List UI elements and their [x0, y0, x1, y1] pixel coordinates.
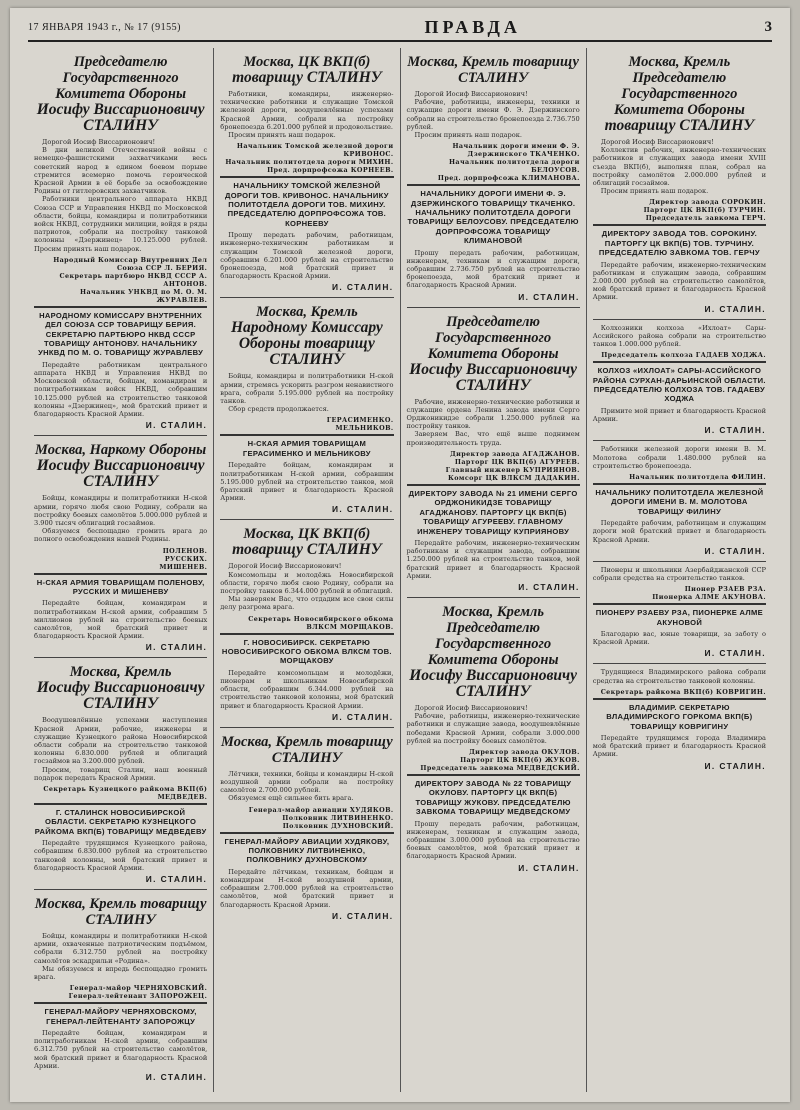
reply-body: [220, 868, 393, 909]
paragraph: Дорогой Иосиф Виссарионович!: [600, 138, 714, 146]
signatory: Парторг ЦК ВКП(б) АГУРЕЕВ.: [454, 457, 580, 466]
reply-heading: ДИРЕКТОРУ ЗАВОДА № 21 ИМЕНИ СЕРГО ОРДЖОНИКИДЗЕ ТОВАРИЩУ АГАДЖАНОВУ. ПАРТОРГУ ЦК ВКП(Б) ТОВАРИЩУ АГУРЕЕВУ. ГЛАВНОМУ ИНЖЕНЕРУ ТОВАРИЩУ КУПРИЯНОВУ: [408, 488, 578, 536]
reply-heading: ВЛАДИМИР. СЕКРЕТАРЮ ВЛАДИМИРСКОГО ГОРКОМА ВКП(Б) ТОВАРИЩУ КОВРИГИНУ: [606, 702, 753, 731]
letter-body: [220, 770, 393, 803]
divider: [220, 832, 393, 834]
letter-body: [220, 562, 393, 611]
paragraph: Дорогой Иосиф Виссарионович!: [42, 138, 156, 146]
paragraph: Передайте бойцам, командирам и политработникам Н-ской армии, собравшим 5.195.000 рублей на строительство танков, мой братский привет и благодарность Красной Армии.: [220, 461, 394, 503]
greeting-heading: [220, 304, 393, 368]
signatory: Начальник политотдела дороги БЕЛОУСОВ.: [448, 158, 580, 175]
reply-signature: И. СТАЛИН.: [331, 711, 394, 722]
signatories: [34, 547, 207, 571]
divider: [593, 603, 766, 605]
reply-body: [593, 734, 766, 759]
paragraph: Рабочие, работницы, инженеры, техники и служащие дороги имени Ф. Э. Дзержинского собрали на строительство бронепоезда 2.736.750 рублей.: [406, 98, 580, 131]
letter-body: [34, 716, 207, 782]
greeting-line: Москва, Наркому Обороны: [35, 442, 207, 459]
reply-signature: И. СТАЛИН.: [518, 291, 580, 302]
reply-signature: И. СТАЛИН.: [704, 425, 766, 436]
paragraph: Просим принять наш подарок.: [414, 131, 522, 140]
reply-body: [407, 539, 580, 580]
greeting-name: Иосифу Виссарионовичу СТАЛИНУ: [409, 666, 578, 700]
signatory: Генерал-лейтенант ЗАПОРОЖЕЦ.: [68, 992, 208, 1001]
signatory: Главный инженер КУПРИЯНОВ.: [445, 465, 580, 474]
reply-signature: И. СТАЛИН.: [704, 760, 766, 771]
reply-signature: И. СТАЛИН.: [518, 581, 580, 592]
paragraph: Передайте рабочим, инженерно-техническим работникам и служащим завода, собравшим 2.000.000 рублей на строительство самолётов, мой братский привет и благодарность Красной Армии.: [592, 260, 766, 302]
reply-heading: КОЛХОЗ «ИХЛОАТ» САРЫ-АССИЙСКОГО РАЙОНА СУРХАН-ДАРЬИНСКОЙ ОБЛАСТИ. ПРЕДСЕДАТЕЛЮ КОЛХОЗА ТОВ. ГАДАЕВУ ХОДЖА: [592, 366, 766, 404]
paragraph: Заверяем Вас, что ещё выше поднимем производительность труда.: [406, 430, 580, 447]
article: [220, 728, 393, 926]
paragraph: Рабочие, инженерно-технические работники и служащие ордена Ленина завода имени Серго Орджоникидзе собрали 1.250.000 рублей на постройку танков.: [406, 397, 580, 431]
paragraph: Обязуемся беспощадно громить врага до полного освобождения нашей Родины.: [34, 527, 208, 544]
signatories: [220, 142, 393, 174]
reply-heading: Г. НОВОСИБИРСК. СЕКРЕТАРЮ НОВОСИБИРСКОГО ОБКОМА ВЛКСМ ТОВ. МОРЩАКОВУ: [221, 637, 392, 666]
greeting-line: Москва, Кремль товарищу СТАЛИНУ: [34, 896, 207, 928]
columns: [28, 48, 772, 1092]
greeting-line: Председателю Государственного Комитета Обороны: [55, 54, 187, 102]
greeting-name: товарищу СТАЛИНУ: [232, 541, 382, 559]
signatories: [407, 450, 580, 482]
paragraph: Передайте рабочим, работницам и служащим дороги мой братский привет и благодарность Красной Армии.: [592, 519, 766, 544]
reply-body: [34, 361, 207, 418]
paragraph: Передайте бойцам, командирам и политработникам Н-ской армии, собравшим 6.312.750 рублей на строительство самолётов, мой братский привет и благодарность Красной Армии.: [34, 1029, 208, 1070]
article: [220, 520, 393, 727]
divider: [220, 434, 393, 436]
divider: [34, 1002, 207, 1004]
paragraph: Коллектив рабочих, инженерно-технических работников и служащих завода имени XVIII съезда ВКП(б), выполняя план, собрал на постройку самолётов 2.000.000 рублей и облигаций госзаймов.: [592, 146, 766, 188]
signatory: Парторг ЦК ВКП(б) ТУРЧИН.: [643, 206, 766, 215]
greeting-name: товарищу СТАЛИНУ: [232, 69, 382, 86]
divider: [34, 803, 207, 805]
letter-body: [34, 138, 207, 253]
signatory: Начальник политотдела дороги МИХИН.: [225, 158, 394, 167]
signatory: Секретарь райкома ВКП(б) КОВРИГИН.: [600, 687, 766, 696]
newspaper-title: ПРАВДА: [424, 16, 521, 37]
paragraph: Рабочие, работницы, инженерно-технические работники и служащие завода, воодушевлённые победами Красной Армии, собрали 3.000.000 рублей на постройку боевых самолётов.: [406, 712, 580, 745]
signatories: [593, 688, 766, 696]
reply-signature: И. СТАЛИН.: [145, 420, 208, 431]
paragraph: Бойцы, командиры и политработники Н-ской армии, горячо любя свою Родину, собрали на постройку боевых самолётов 5.000.000 рублей и 3.900 тысяч облигаций госзаймов.: [34, 494, 208, 527]
paragraph: Бойцы, командиры и политработники Н-ской армии, охваченные патриотическим подъёмом, собрали 6.312.750 рублей на постройку самолётов эскадрильи «Родина».: [34, 932, 208, 965]
greeting-line: Председателю Государственного Комитета Обороны: [427, 313, 559, 362]
signatory: Секретарь Новосибирского обкома ВЛКСМ МОРЩАКОВ.: [248, 614, 394, 631]
paragraph: Прошу передать рабочим, работницам, инженерно-техническим работникам и служащим Томской железной дороги, собравшим 6.201.000 рублей на строительство бронепоезда, мой братский привет и благодарность Красной Армии.: [220, 231, 394, 281]
reply-heading: Н-СКАЯ АРМИЯ ТОВАРИЩАМ ПОЛЕНОВУ, РУССКИХ И МИШЕНЕВУ: [36, 577, 205, 596]
greeting-heading: [34, 54, 207, 134]
greeting-name: Иосифу Виссарионовичу СТАЛИНУ: [36, 101, 205, 134]
letter-body: [220, 372, 393, 413]
reply-heading: НАЧАЛЬНИКУ ПОЛИТОТДЕЛА ЖЕЛЕЗНОЙ ДОРОГИ ИМЕНИ В. М. МОЛОТОВА ТОВАРИЩУ ФИЛИНУ: [595, 487, 764, 516]
reply-body: [220, 669, 393, 710]
greeting-heading: [407, 604, 580, 700]
signatory: Пионер РЗАЕВ РЗА.: [684, 585, 766, 594]
signatory: ПОЛЕНОВ.: [162, 546, 208, 555]
greeting-name: Иосифу Виссарионовичу СТАЛИНУ: [36, 679, 205, 713]
reply-signature: И. СТАЛИН.: [704, 545, 766, 556]
paragraph: Передайте рабочим, инженерно-техническим работникам и служащим завода, собравшим 1.250.000 рублей на строительство танков, мой братский привет и благодарность Красной Армии.: [406, 538, 580, 580]
signatory: Парторг ЦК ВКП(б) ЖУКОВ.: [460, 755, 580, 764]
signatory: ГЕРАСИМЕНКО.: [326, 416, 394, 425]
reply-body: [34, 1029, 207, 1070]
letter-body: [220, 90, 393, 139]
reply-heading: НАРОДНОМУ КОМИССАРУ ВНУТРЕННИХ ДЕЛ СОЮЗА ССР ТОВАРИЩУ БЕРИЯ. СЕКРЕТАРЮ ПАРТБЮРО НКВД СССР ТОВАРИЩУ АНТОНОВУ. НАЧАЛЬНИКУ УНКВД ПО М. О. ТОВАРИЩУ ЖУРАВЛЕВУ: [38, 310, 204, 358]
article: [593, 664, 766, 775]
reply-signature: И. СТАЛИН.: [145, 1072, 208, 1083]
greeting-line: Москва, Кремль Председателю Государственного Комитета Обороны: [427, 603, 559, 668]
paragraph: Прошу передать рабочим, работницам, инженерам, техникам и служащим дороги, собравшим 2.736.750 рублей на строительство бронепоезда, мой братский привет и благодарность Красной Армии.: [406, 248, 580, 290]
reply-heading: ГЕНЕРАЛ-МАЙОРУ АВИАЦИИ ХУДЯКОВУ, ПОЛКОВНИКУ ЛИТВИНЕНКО, ПОЛКОВНИКУ ДУХНОВСКОМУ: [224, 836, 390, 865]
paragraph: Мы обязуемся и впредь беспощадно громить врага.: [34, 964, 208, 982]
article: [593, 562, 766, 665]
reply-body: [593, 261, 766, 302]
paragraph: Просим принять наш подарок.: [228, 131, 336, 140]
reply-heading: ГЕНЕРАЛ-МАЙОРУ ЧЕРНЯХОВСКОМУ, ГЕНЕРАЛ-ЛЕЙТЕНАНТУ ЗАПОРОЖЦУ: [44, 1007, 197, 1026]
paragraph: Дорогой Иосиф Виссарионович!: [228, 562, 342, 571]
paragraph: Передайте бойцам, командирам и политработникам Н-ской армии, собравшим 5 миллионов рублей на строительство боевых самолётов, мой братский привет и благодарность Красной Армии.: [34, 599, 208, 641]
divider: [34, 573, 207, 575]
article: [34, 436, 207, 658]
reply-signature: И. СТАЛИН.: [704, 303, 766, 314]
greeting-heading: [34, 896, 207, 928]
signatory: Начальник Томской железной дороги КРИВОНОС.: [236, 142, 394, 159]
signatory: Начальник политотдела ФИЛИН.: [629, 472, 766, 481]
signatory: РУССКИХ.: [164, 554, 208, 563]
reply-heading: Н-СКАЯ АРМИЯ ТОВАРИЩАМ ГЕРАСИМЕНКО И МЕЛЬНИКОВУ: [242, 439, 371, 458]
signatory: МИШЕНЕВ.: [159, 562, 208, 571]
signatories: [34, 984, 207, 1000]
signatories: [220, 806, 393, 830]
paragraph: Лётчики, техники, бойцы и командиры Н-ской воздушной армии собрали на постройку самолётов 2.700.000 рублей.: [220, 769, 394, 795]
greeting-line: Москва, Кремль: [255, 304, 358, 321]
reply-body: [220, 461, 393, 502]
paragraph: Сбор средств продолжается.: [228, 405, 329, 414]
reply-body: [220, 231, 393, 280]
signatory: Пионерка АЛМЕ АКУНОВА.: [652, 593, 766, 602]
paragraph: Работники, командиры, инженерно-технические работники и служащие Томской железной дороги, воодушевлённые успехами Красной Армии, собрали на постройку бронепоезда 6.201.000 рублей и продовольствие.: [220, 90, 394, 131]
greeting-heading: [407, 54, 580, 86]
masthead: [28, 14, 772, 42]
reply-heading: НАЧАЛЬНИКУ ТОМСКОЙ ЖЕЛЕЗНОЙ ДОРОГИ ТОВ. КРИВОНОС. НАЧАЛЬНИКУ ПОЛИТОТДЕЛА ДОРОГИ ТОВ. МИХИНУ. ПРЕДСЕДАТЕЛЮ ДОРПРОФСОЖА ТОВ. КОРНЕЕВУ: [224, 181, 389, 228]
letter-body: [407, 398, 580, 447]
article: [407, 308, 580, 598]
signatory: Полковник ДУХНОВСКИЙ.: [282, 821, 394, 830]
page-number: 3: [764, 18, 772, 35]
signatory: Директор завода АГАДЖАНОВ.: [449, 449, 580, 458]
signatory: Начальник УНКВД по М. О. М. ЖУРАВЛЕВ.: [80, 287, 208, 304]
reply-heading: ДИРЕКТОРУ ЗАВОДА № 22 ТОВАРИЩУ ОКУЛОВУ. ПАРТОРГУ ЦК ВКП(Б) ТОВАРИЩУ ЖУКОВУ. ПРЕДСЕДАТЕЛЮ ЗАВКОМА ТОВАРИЩУ МЕДВЕДСКОМУ: [414, 778, 572, 817]
signatories: [34, 256, 207, 304]
newspaper-page: [10, 8, 790, 1102]
greeting-name: Иосифу Виссарионовичу СТАЛИНУ: [409, 360, 578, 394]
signatory: Секретарь партбюро НКВД СССР А. АНТОНОВ.: [59, 271, 208, 288]
greeting-line: Москва, Кремль товарищу СТАЛИНУ: [221, 733, 393, 766]
divider: [220, 176, 393, 178]
article: [593, 48, 766, 320]
greeting-name: Народному Комиссару Обороны товарищу СТАЛИНУ: [230, 319, 383, 369]
paragraph: Просим принять наш подарок.: [600, 187, 709, 196]
divider: [220, 633, 393, 635]
reply-heading: ПИОНЕРУ РЗАЕВУ РЗА, ПИОНЕРКЕ АЛМЕ АКУНОВОЙ: [595, 608, 764, 627]
reply-body: [593, 407, 766, 423]
greeting-heading: [593, 54, 766, 134]
divider: [407, 484, 580, 486]
signatory: Директор завода ОКУЛОВ.: [469, 747, 580, 756]
paragraph: Работники центрального аппарата НКВД Союза ССР и Управления НКВД по Московской области, бойцы, командиры и политработники войск НКВД, сотрудники милиции, войдя в ряды патриотов, собрали на постройку танковой колонны «Дзержинец» 10.125.000 рублей. Просим принять наш подарок.: [34, 195, 208, 253]
paragraph: Примите мой привет и благодарность Красной Армии.: [592, 406, 766, 424]
paragraph: Передайте комсомольцам и молодёжи, пионерам и школьникам Новосибирской области, собравшим 6.344.000 рублей на строительство танковой колонны, мой братский привет и благодарность Красной Армии.: [220, 668, 394, 710]
greeting-line: Москва, Кремль Председателю Государственного Комитета Обороны: [613, 54, 745, 118]
signatory: Народный Комиссар Внутренних Дел Союза ССР Л. БЕРИЯ.: [53, 255, 208, 272]
signatory: Комсорг ЦК ВЛКСМ ДАДАКИН.: [448, 473, 580, 482]
signatories: [593, 351, 766, 359]
divider: [593, 698, 766, 700]
article: [34, 658, 207, 890]
reply-body: [593, 519, 766, 544]
article: [34, 890, 207, 1087]
greeting-heading: [220, 734, 393, 766]
signatory: Секретарь Кузнецкого райкома ВКП(б) МЕДВЕДЕВ.: [43, 784, 208, 801]
greeting-line: Москва, Кремль: [69, 664, 172, 681]
reply-body: [407, 820, 580, 861]
column-1: [28, 48, 214, 1092]
greeting-heading: [34, 664, 207, 712]
greeting-heading: [220, 526, 393, 558]
greeting-line: Москва, Кремль товарищу СТАЛИНУ: [407, 54, 579, 86]
signatories: [220, 615, 393, 631]
divider: [407, 184, 580, 186]
signatory: МЕЛЬНИКОВ.: [335, 424, 394, 433]
paragraph: Трудящиеся Владимирского района собрали средства на строительство танковой колонны.: [592, 668, 766, 685]
signatory: Пред. дорпрофсожа КЛИМАНОВА.: [437, 174, 580, 183]
reply-body: [34, 599, 207, 640]
paragraph: Колхозники колхоза «Ихлоат» Сары-Ассийского района собрали на строительство танков 1.000.000 рублей.: [592, 323, 766, 349]
signatory: Председатель колхоза ГАДАЕВ ХОДЖА.: [601, 351, 766, 360]
column-4: [587, 48, 772, 1092]
reply-signature: И. СТАЛИН.: [145, 874, 208, 884]
paragraph: Комсомольцы и молодёжь Новосибирской области, горячо любя свою Родину, собрали на постройку танков 6.344.000 рублей и облигаций.: [220, 570, 394, 595]
signatory: Полковник ЛИТВИНЕНКО.: [282, 813, 394, 822]
article: [593, 320, 766, 442]
article: [34, 48, 207, 436]
signatories: [593, 473, 766, 481]
signatories: [220, 416, 393, 432]
reply-signature: И. СТАЛИН.: [145, 642, 208, 653]
paragraph: Обязуемся ещё сильнее бить врага.: [228, 794, 354, 803]
issue-date: 17 ЯНВАРЯ 1943 г., № 17 (9155): [28, 21, 181, 33]
letter-body: [593, 566, 766, 582]
divider: [407, 774, 580, 776]
letter-body: [34, 494, 207, 543]
paragraph: Благодарю вас, юные товарищи, за заботу о Красной Армии.: [592, 629, 766, 647]
signatory: Пред. дорпрофсожа КОРНЕЕВ.: [267, 166, 394, 175]
paragraph: Пионеры и школьники Азербайджанской ССР собрали средства на строительство танков.: [592, 565, 766, 582]
greeting-name: Иосифу Виссарионовичу СТАЛИНУ: [36, 457, 205, 491]
signatories: [407, 142, 580, 182]
article: [220, 298, 393, 520]
signatory: Директор завода СОРОКИН.: [649, 198, 766, 207]
reply-signature: И. СТАЛИН.: [331, 282, 394, 293]
paragraph: В дни великой Отечественной войны с немецко-фашистскими захватчиками весь советский народ в едином боевом порыве стремится всемерно помочь героической Красной Армии в её борьбе за освобождение Родины от гитлеровских захватчиков.: [34, 146, 208, 196]
article: [407, 598, 580, 878]
paragraph: Мы заверяем Вас, что отдадим все свои силы делу разгрома врага.: [220, 595, 394, 612]
signatories: [593, 585, 766, 601]
reply-body: [407, 249, 580, 290]
paragraph: Работники железной дороги имени В. М. Молотова собрали 1.480.000 рублей на строительство бронепоезда.: [592, 445, 766, 470]
signatories: [34, 785, 207, 801]
signatory: Председатель завкома ГЕРЧ.: [645, 214, 766, 223]
paragraph: Передайте работникам центрального аппарата НКВД и Управления НКВД по Московской области, бойцам, командирам и политработникам войск НКВД, собравшим 10.125.000 рублей на строительство танковой колонны «Дзержинец», мой братский привет и благодарность Красной Армии.: [34, 360, 208, 419]
letter-body: [407, 704, 580, 745]
divider: [593, 361, 766, 363]
reply-signature: И. СТАЛИН.: [331, 910, 394, 921]
reply-heading: НАЧАЛЬНИКУ ДОРОГИ ИМЕНИ Ф. Э. ДЗЕРЖИНСКОГО ТОВАРИЩУ ТКАЧЕНКО. НАЧАЛЬНИКУ ПОЛИТОТДЕЛА ДОРОГИ ТОВАРИЩУ БЕЛОУСОВУ. ПРЕДСЕДАТЕЛЮ ДОРПРОФСОЖА ТОВАРИЩУ КЛИМАНОВОЙ: [407, 189, 579, 246]
reply-signature: И. СТАЛИН.: [331, 504, 394, 515]
letter-body: [34, 932, 207, 981]
article: [407, 48, 580, 308]
reply-body: [593, 630, 766, 646]
letter-body: [593, 138, 766, 195]
divider: [34, 306, 207, 308]
paragraph: Передайте трудящимся Кузнецкого района, собравшим 6.830.000 рублей на строительство танковой колонны, мой братский привет и благодарность Красной Армии.: [34, 839, 208, 872]
greeting-name: товарищу СТАЛИНУ: [604, 117, 755, 134]
signatory: Начальник дороги имени Ф. Э. Дзержинского ТКАЧЕНКО.: [452, 142, 580, 159]
letter-body: [593, 445, 766, 470]
reply-signature: И. СТАЛИН.: [518, 862, 580, 873]
column-2: [214, 48, 400, 1092]
signatory: Генерал-майор ЧЕРНЯХОВСКИЙ.: [69, 984, 208, 993]
letter-body: [593, 324, 766, 349]
reply-body: [34, 839, 207, 872]
divider: [593, 483, 766, 485]
article: [593, 441, 766, 561]
paragraph: Дорогой Иосиф Виссарионович!: [414, 90, 528, 98]
paragraph: Прошу передать рабочим, работницам, инженерам, техникам и служащим завода, собравшим 3.000.000 рублей на строительство боевых самолётов, мой братский привет и благодарность Красной Армии.: [406, 819, 580, 861]
article: [220, 48, 393, 298]
signatory: Генерал-майор авиации ХУДЯКОВ.: [248, 805, 394, 814]
paragraph: Передайте лётчикам, техникам, бойцам и командирам Н-ской воздушной армии, собравшим 2.700.000 рублей на строительство самолётов, мой братский привет и благодарность Красной Армии.: [220, 867, 394, 909]
letter-body: [407, 90, 580, 139]
signatories: [593, 198, 766, 222]
reply-heading: Г. СТАЛИНСК НОВОСИБИРСКОЙ ОБЛАСТИ. СЕКРЕТАРЮ КУЗНЕЦКОГО РАЙКОМА ВКП(Б) ТОВАРИЩУ МЕДВЕДЕВУ: [34, 807, 207, 836]
paragraph: Воодушевлённые успехами наступления Красной Армии, рабочие, инженеры и служащие Кузнецкого района Новосибирской области собрали на строительство танковой колонны 6.830.000 рублей и облигаций госзаймов на 3.200.000 рублей.: [34, 716, 208, 766]
reply-signature: И. СТАЛИН.: [704, 648, 766, 659]
greeting-heading: [34, 442, 207, 490]
paragraph: Просим, товарищ Сталин, наш военный подарок передать Красной Армии.: [34, 765, 208, 782]
letter-body: [593, 668, 766, 684]
column-3: [401, 48, 587, 1092]
reply-heading: ДИРЕКТОРУ ЗАВОДА ТОВ. СОРОКИНУ. ПАРТОРГУ ЦК ВКП(Б) ТОВ. ТУРЧИНУ. ПРЕДСЕДАТЕЛЮ ЗАВКОМА ТОВ. ГЕРЧУ: [598, 229, 760, 258]
signatories: [407, 748, 580, 772]
signatory: Председатель завкома МЕДВЕДСКИЙ.: [420, 763, 580, 772]
greeting-line: Москва, ЦК ВКП(б): [243, 54, 371, 70]
divider: [593, 224, 766, 226]
greeting-line: Москва, ЦК ВКП(б): [243, 526, 371, 543]
greeting-heading: [220, 54, 393, 86]
paragraph: Передайте трудящимся города Владимира мой братский привет и благодарность Красной Армии.: [592, 733, 766, 759]
greeting-heading: [407, 314, 580, 394]
paragraph: Дорогой Иосиф Виссарионович!: [414, 703, 528, 712]
paragraph: Бойцы, командиры и политработники Н-ской армии, стремясь ускорить разгром ненавистного врага, собрали 5.195.000 рублей на постройку танков.: [220, 372, 394, 406]
